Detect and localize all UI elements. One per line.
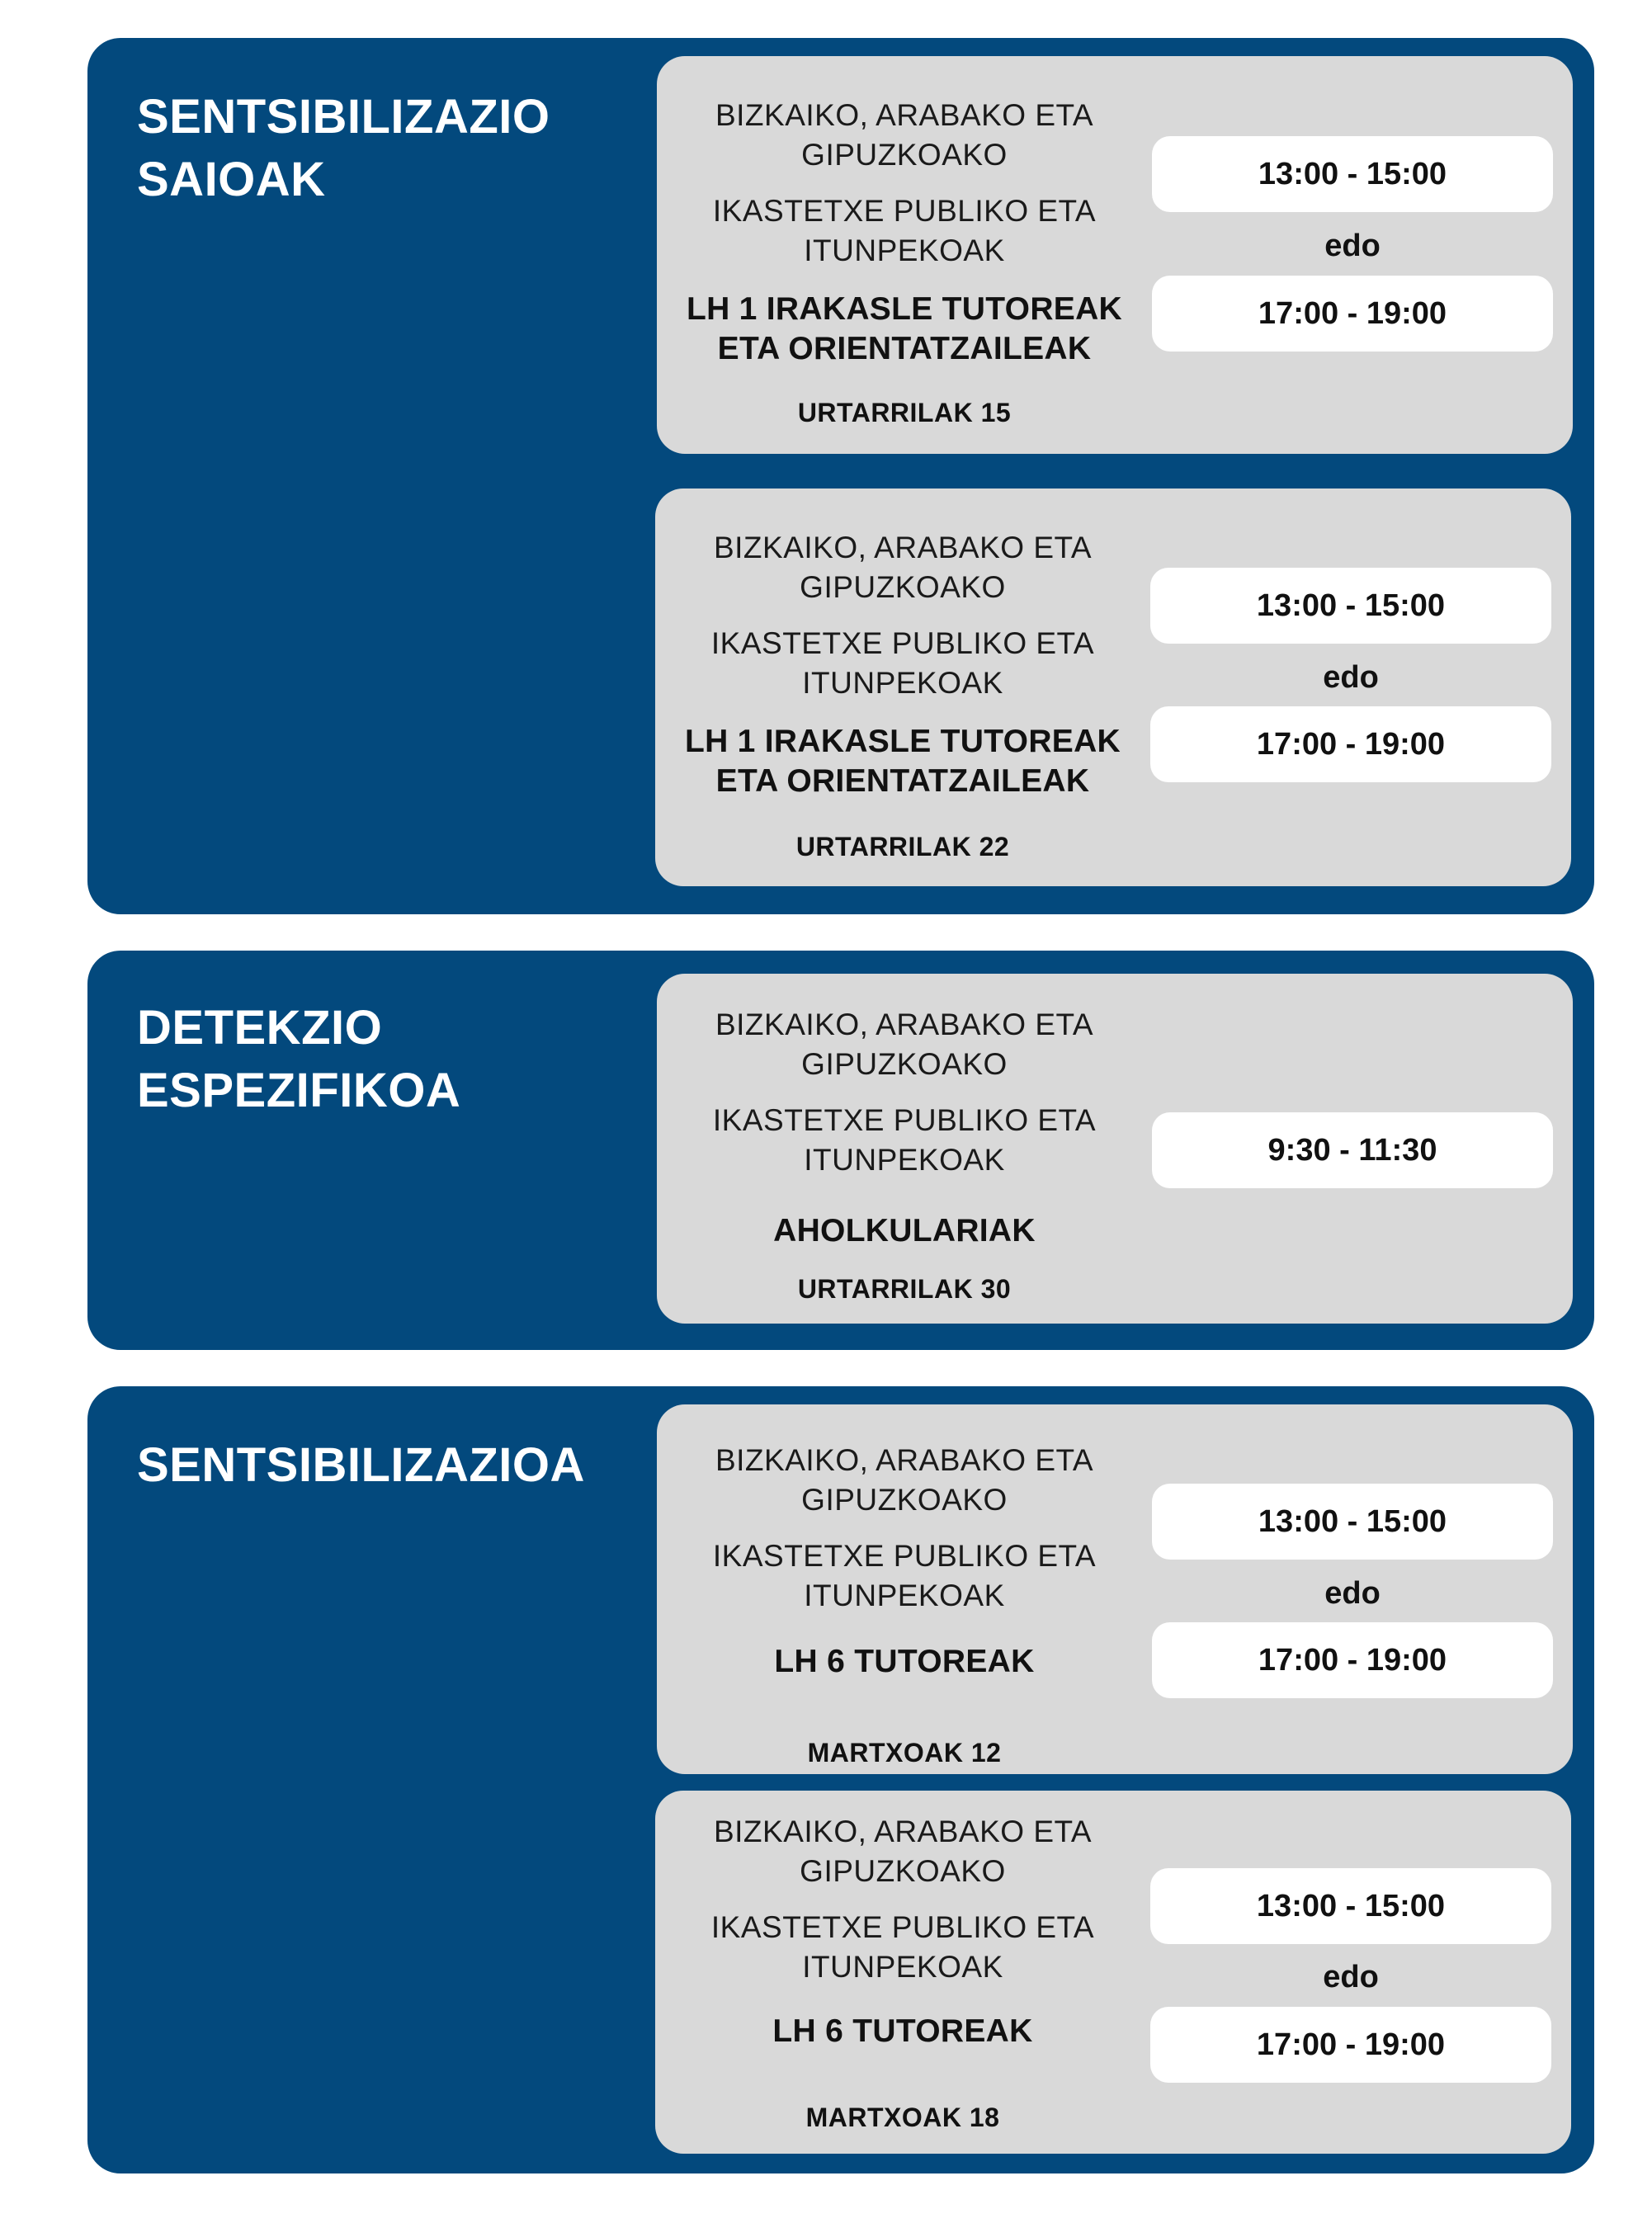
section-sentsibilizazioa [87,1386,1594,2173]
region-line: GIPUZKOAKO [801,138,1008,172]
school-line: IKASTETXE PUBLIKO ETA [712,194,1097,228]
school-line: IKASTETXE PUBLIKO ETA [712,1103,1097,1137]
or-label: edo [1324,1576,1381,1611]
time-slot-2: 17:00 - 19:00 [1150,2007,1551,2083]
session-info [655,1791,1150,2154]
session-card [655,1791,1571,2154]
region-line: GIPUZKOAKO [800,1854,1006,1888]
or-label: edo [1324,229,1381,263]
session-date: URTARRILAK 30 [797,1274,1012,1304]
session-date: MARTXOAK 18 [805,2103,1000,2132]
audience-line: ETA ORIENTATZAILEAK [717,331,1092,366]
time-slot-2: 17:00 - 19:00 [1152,1622,1553,1698]
time-slot-1: 13:00 - 15:00 [1150,568,1551,644]
section-title [137,1434,731,1497]
region-line: BIZKAIKO, ARABAKO ETA [713,531,1093,564]
session-info [657,1404,1152,1774]
session-info [655,488,1150,886]
region-line: BIZKAIKO, ARABAKO ETA [715,1008,1094,1041]
session-date: MARTXOAK 12 [807,1738,1002,1768]
audience-line: LH 1 IRAKASLE TUTOREAK [686,291,1123,327]
audience-line: LH 1 IRAKASLE TUTOREAK [684,724,1121,759]
session-info [657,56,1152,454]
audience-line: LH 6 TUTOREAK [774,1644,1035,1679]
section-title [137,997,665,1122]
section-title-line: SAIOAK [137,153,326,206]
session-card [657,1404,1573,1774]
section-detekzio-espezifikoa [87,951,1594,1350]
region-line: GIPUZKOAKO [801,1047,1008,1081]
time-slot-1: 13:00 - 15:00 [1152,136,1553,212]
school-line: IKASTETXE PUBLIKO ETA [710,1910,1095,1944]
section-title-line: DETEKZIO [137,1001,383,1055]
school-line: ITUNPEKOAK [804,234,1005,267]
session-date: URTARRILAK 15 [797,398,1012,427]
or-label: edo [1323,660,1379,695]
audience-line: AHOLKULARIAK [773,1213,1036,1248]
school-line: IKASTETXE PUBLIKO ETA [710,626,1095,660]
section-title-line: ESPEZIFIKOA [137,1064,461,1117]
session-date: URTARRILAK 22 [795,832,1010,861]
school-line: ITUNPEKOAK [802,1950,1003,1984]
time-slot-1: 13:00 - 15:00 [1152,1484,1553,1560]
region-line: GIPUZKOAKO [800,570,1006,604]
session-card [655,488,1571,886]
section-title-line: SENTSIBILIZAZIO [137,90,550,144]
section-sentsibilizazio-saioak [87,38,1594,914]
region-line: BIZKAIKO, ARABAKO ETA [713,1815,1093,1848]
region-line: BIZKAIKO, ARABAKO ETA [715,98,1094,132]
region-line: GIPUZKOAKO [801,1483,1008,1517]
or-label: edo [1323,1960,1379,1994]
school-line: ITUNPEKOAK [804,1143,1005,1177]
section-title [137,86,665,211]
school-line: IKASTETXE PUBLIKO ETA [712,1539,1097,1573]
time-slot-1: 9:30 - 11:30 [1152,1112,1553,1188]
time-slot-2: 17:00 - 19:00 [1152,276,1553,352]
region-line: BIZKAIKO, ARABAKO ETA [715,1443,1094,1477]
school-line: ITUNPEKOAK [804,1579,1005,1612]
audience-line: LH 6 TUTOREAK [772,2013,1033,2049]
audience-line: ETA ORIENTATZAILEAK [715,763,1090,799]
section-title-line: SENTSIBILIZAZIOA [137,1438,585,1492]
school-line: ITUNPEKOAK [802,666,1003,700]
time-slot-1: 13:00 - 15:00 [1150,1868,1551,1944]
session-card [657,974,1573,1324]
session-card [657,56,1573,454]
time-slot-2: 17:00 - 19:00 [1150,706,1551,782]
session-info [657,974,1152,1324]
